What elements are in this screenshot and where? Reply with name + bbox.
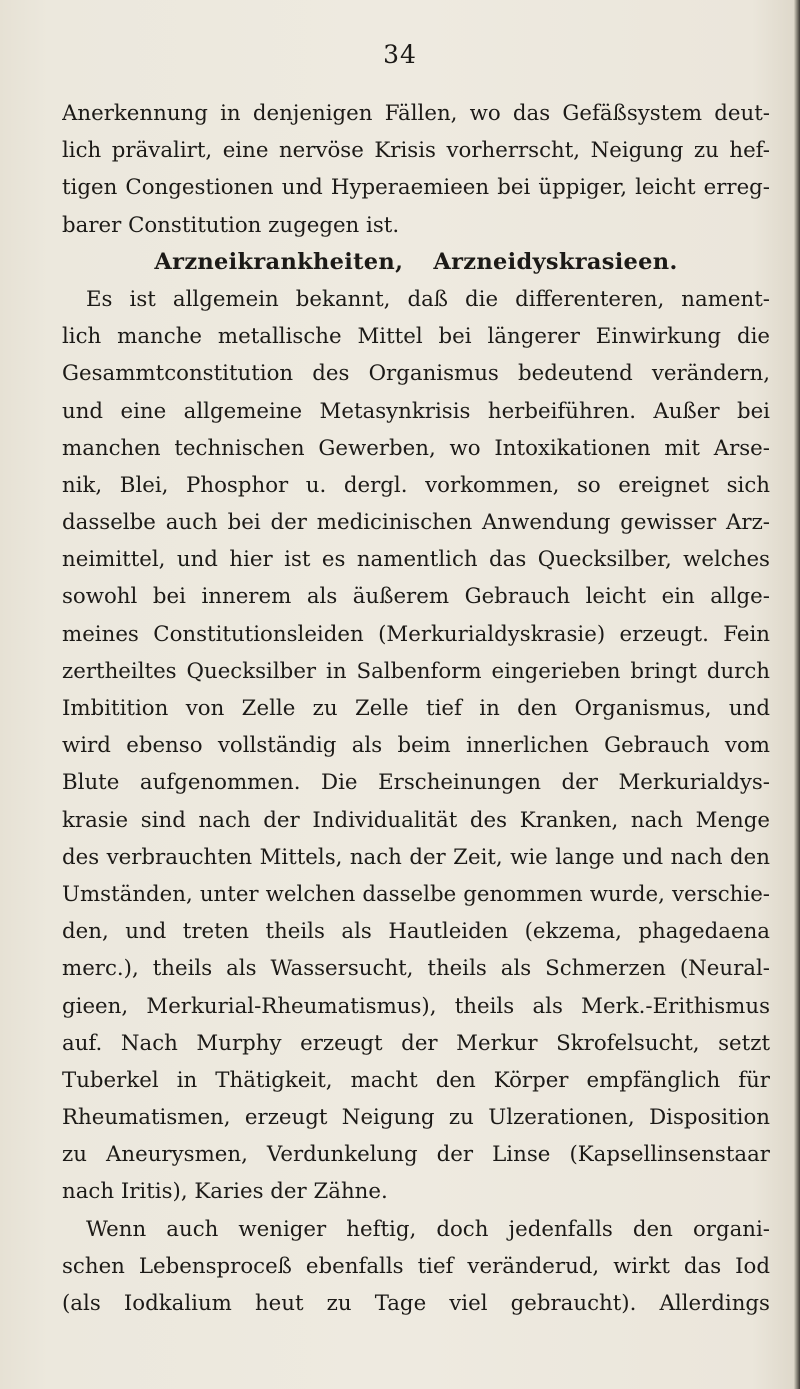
text-line: (als Iodkalium heut zu Tage viel gebraucht). Allerdings bbox=[62, 1291, 770, 1316]
text-line: Anerkennung in denjenigen Fällen, wo das Gefäßsystem deut- bbox=[62, 101, 770, 126]
text-line: sowohl bei innerem als äußerem Gebrauch leicht ein allge- bbox=[62, 584, 770, 610]
text-line: des verbrauchten Mittels, nach der Zeit, wie lange und nach den bbox=[62, 844, 770, 870]
text-line: Rheumatismen, erzeugt Neigung zu Ulzerationen, Disposition bbox=[62, 1105, 770, 1131]
text-line: zu Aneurysmen, Verdunkelung der Linse (Kapsellinsenstaar bbox=[62, 1142, 770, 1168]
text-line: barer Constitution zugegen ist. bbox=[62, 212, 400, 238]
text-line: Umständen, unter welchen dasselbe genommen wurde, verschie- bbox=[62, 881, 770, 907]
text-line: schen Lebensproceß ebenfalls tief veränderud, wirkt das Iod bbox=[62, 1253, 770, 1279]
text-line: krasie sind nach der Individualität des Kranken, nach Menge bbox=[62, 807, 770, 833]
text-line: Imbitition von Zelle zu Zelle tief in den Organismus, und bbox=[62, 696, 770, 721]
paragraph-2 bbox=[62, 281, 770, 1211]
text-line: auf. Nach Murphy erzeugt der Merkur Skrofelsucht, setzt bbox=[62, 1030, 770, 1056]
text-line: Wenn auch weniger heftig, doch jedenfalls den organi- bbox=[86, 1216, 770, 1242]
text-line: merc.), theils als Wassersucht, theils als Schmerzen (Neural- bbox=[62, 956, 770, 982]
paragraph-3 bbox=[62, 1211, 770, 1323]
text-line: und eine allgemeine Metasynkrisis herbeiführen. Außer bei bbox=[62, 398, 770, 424]
text-line: lich manche metallische Mittel bei längerer Einwirkung die bbox=[62, 324, 770, 350]
text-line: manchen technischen Gewerben, wo Intoxikationen mit Arse- bbox=[62, 435, 770, 461]
text-line: dasselbe auch bei der medicinischen Anwendung gewisser Arz- bbox=[62, 510, 770, 536]
text-line: den, und treten theils als Hautleiden (ekzema, phagedaena bbox=[62, 919, 770, 945]
body-text bbox=[62, 95, 770, 1322]
page-edge-shadow bbox=[794, 0, 800, 1389]
text-line: neimittel, und hier ist es namentlich das Quecksilber, welches bbox=[62, 547, 770, 573]
text-line: wird ebenso vollständig als beim innerlichen Gebrauch vom bbox=[62, 733, 770, 759]
text-line: tigen Congestionen und Hyperaemieen bei üppiger, leicht erreg- bbox=[62, 175, 770, 201]
text-line: Tuberkel in Thätigkeit, macht den Körper empfänglich für bbox=[62, 1067, 770, 1093]
text-line: nik, Blei, Phosphor u. dergl. vorkommen, so ereignet sich bbox=[62, 472, 770, 498]
text-line: meines Constitutionsleiden (Merkurialdyskrasie) erzeugt. Fein bbox=[62, 621, 770, 647]
text-line: lich prävalirt, eine nervöse Krisis vorherrscht, Neigung zu hef- bbox=[62, 138, 770, 164]
text-line: Gesammtconstitution des Organismus bedeutend verändern, bbox=[62, 361, 770, 387]
text-line: Es ist allgemein bekannt, daß die differenteren, nament- bbox=[86, 286, 770, 312]
section-heading: Arzneikrankheiten, Arzneidyskrasieen. bbox=[154, 248, 678, 275]
text-line: gieen, Merkurial-Rheumatismus), theils als Merk.-Erithismus bbox=[62, 993, 770, 1019]
paragraph-1 bbox=[62, 95, 770, 244]
text-line: Blute aufgenommen. Die Erscheinungen der Merkurialdys- bbox=[62, 770, 770, 796]
text-line: zertheiltes Quecksilber in Salbenform eingerieben bringt durch bbox=[62, 658, 770, 684]
page-number: 34 bbox=[383, 40, 417, 69]
text-line: nach Iritis), Karies der Zähne. bbox=[62, 1179, 388, 1205]
